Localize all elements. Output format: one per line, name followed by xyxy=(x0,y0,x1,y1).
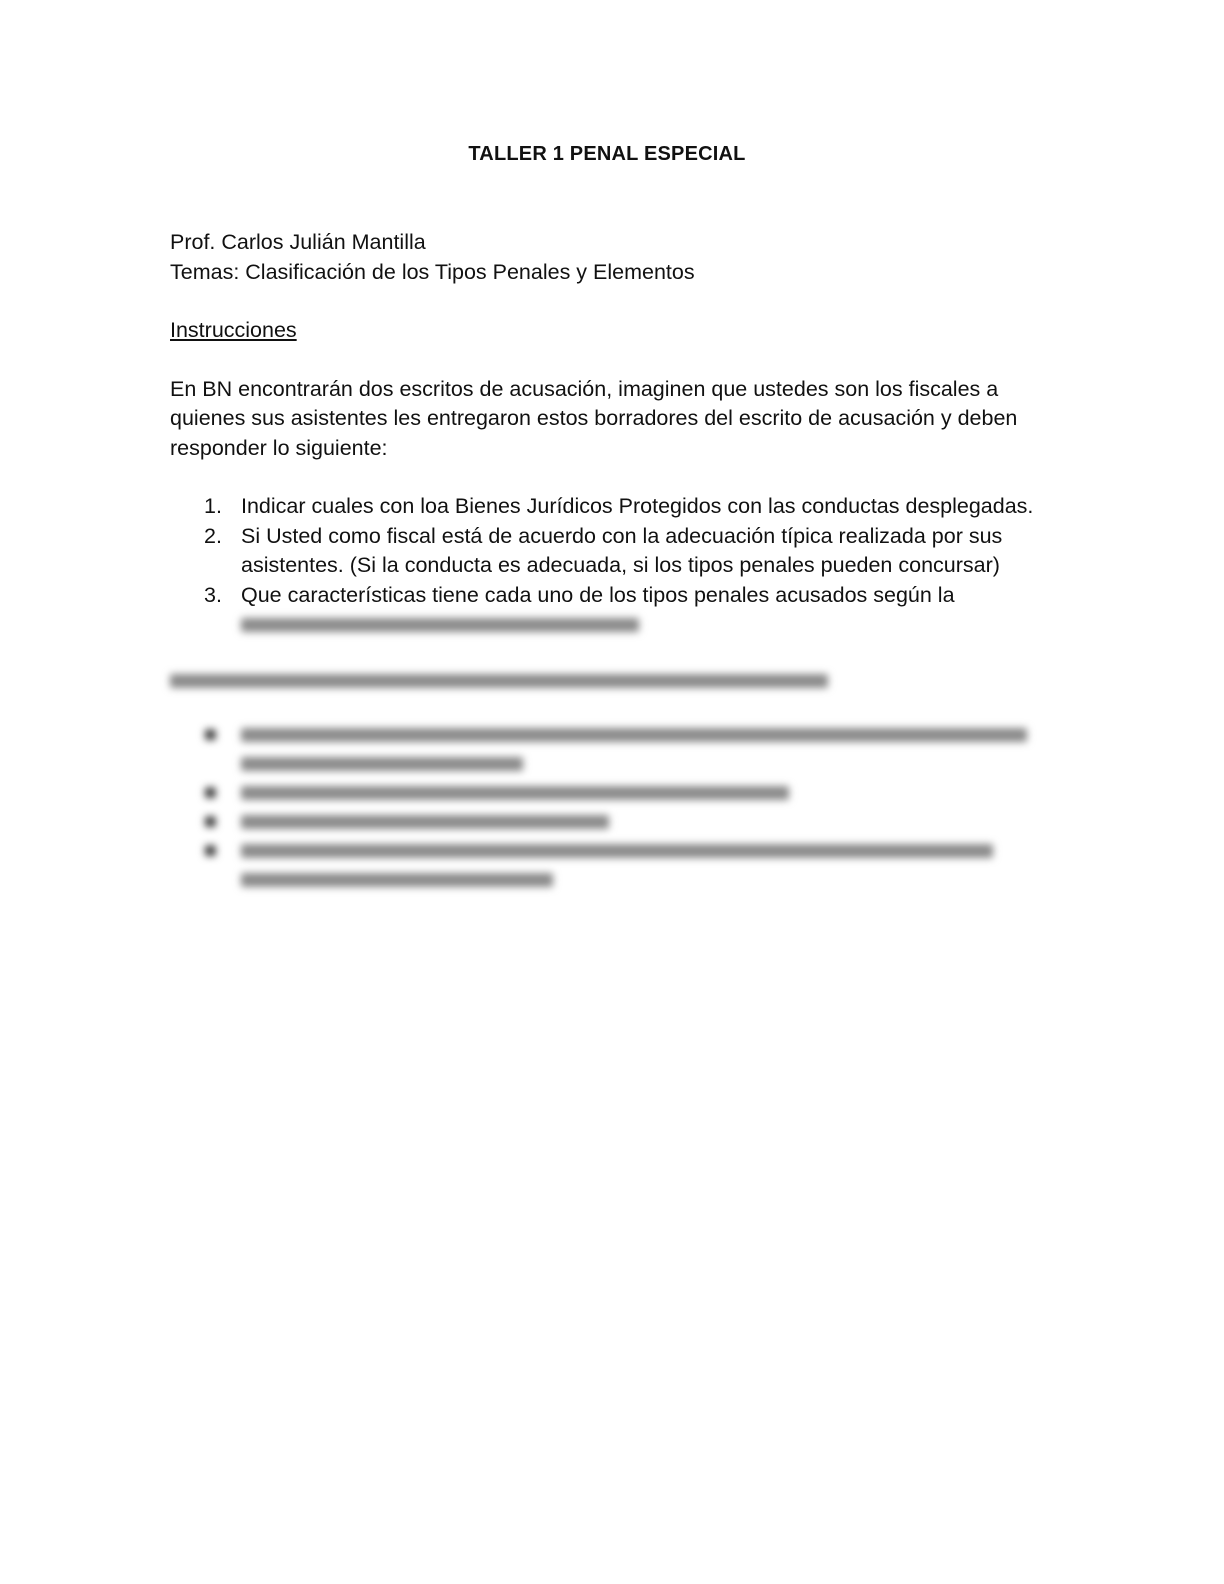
task-text: Si Usted como fiscal está de acuerdo con la adecuación típica realizada por sus xyxy=(241,523,1003,548)
task-text: asistentes. (Si la conducta es adecuada, si los tipos penales pueden concursar) xyxy=(241,553,1000,577)
document-body xyxy=(170,228,1040,640)
task-item xyxy=(170,581,1040,640)
blurred-paragraph xyxy=(170,666,1040,696)
blurred-task-continuation xyxy=(241,610,1040,640)
blurred-list-item: ■ xyxy=(170,836,1040,894)
blurred-list-item: ■ xyxy=(170,778,1040,807)
topics-line: Temas: Clasificación de los Tipos Penales y Elementos xyxy=(170,259,695,284)
task-number: 1. xyxy=(204,494,222,518)
intro-line: En BN encontrarán dos escritos de acusación, imaginen que ustedes son los fiscales a xyxy=(170,376,999,401)
task-number: 3. xyxy=(204,582,222,607)
intro-paragraph xyxy=(170,375,1040,464)
task-text: Que características tiene cada uno de los tipos penales acusados según la xyxy=(241,582,955,607)
task-item xyxy=(170,522,1040,581)
task-text: Indicar cuales con loa Bienes Jurídicos Protegidos con las conductas desplegadas. xyxy=(241,494,1034,518)
intro-line: quienes sus asistentes les entregaron estos borradores del escrito de acusación y deben xyxy=(170,406,1018,430)
instructions-heading: Instrucciones xyxy=(170,318,297,342)
task-item xyxy=(170,492,1040,522)
task-list xyxy=(170,492,1040,640)
professor-line: Prof. Carlos Julián Mantilla xyxy=(170,230,426,254)
blurred-list xyxy=(170,720,1040,894)
blurred-list-item: ■ xyxy=(170,807,1040,836)
document-title: TALLER 1 PENAL ESPECIAL xyxy=(468,143,746,165)
intro-line: responder lo siguiente: xyxy=(170,435,388,460)
task-number: 2. xyxy=(204,523,222,548)
blurred-list-item: ■ xyxy=(170,720,1040,778)
